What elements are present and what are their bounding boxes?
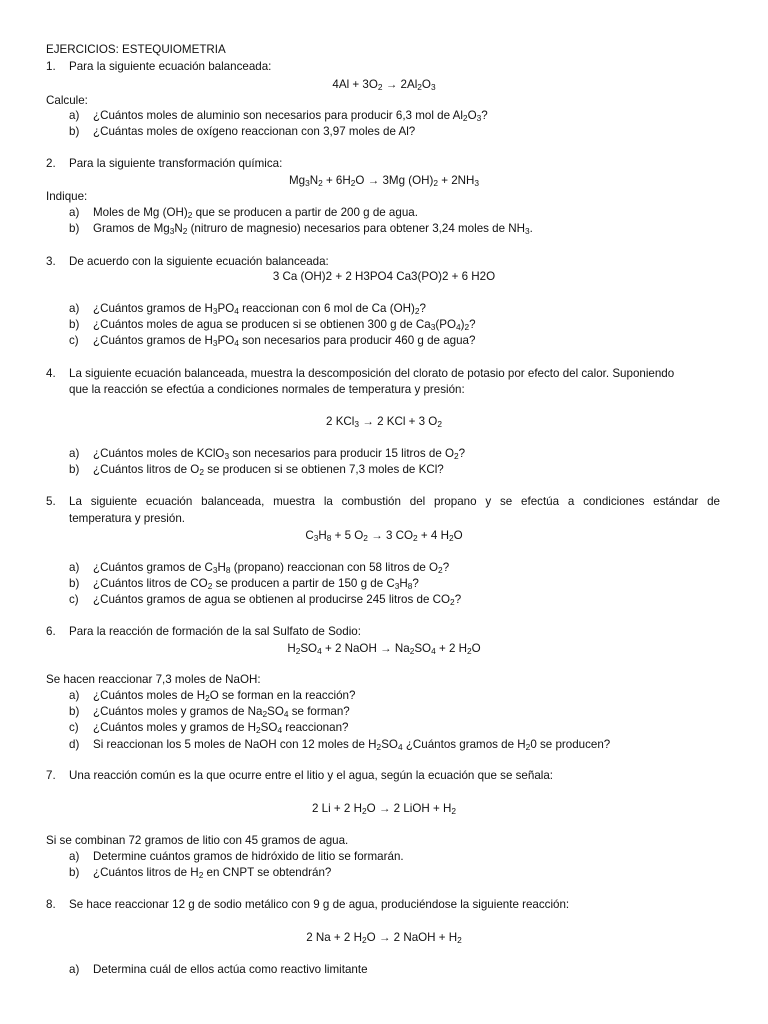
exercise-1-intro: Calcule: (46, 94, 88, 107)
exercise-7b-label: b) (69, 866, 80, 879)
exercise-6-equation: $H_2SO_4 + 2$ NaOH → $Na_2SO_4 + 2$ $H_2O$ (287, 642, 481, 657)
exercise-5c-question: ¿Cuántos gramos de agua se obtienen al producirse 245 litros de $CO_2$? (93, 593, 462, 608)
exercise-1-statement: Para la siguiente ecuación balanceada: (69, 60, 272, 73)
exercise-8a-question: Determina cuál de ellos actúa como reactivo limitante (93, 963, 368, 976)
exercise-7-statement: Una reacción común es la que ocurre entre el litio y el agua, según la ecuación que se señala: (69, 769, 554, 782)
exercise-5c-label: c) (69, 593, 79, 606)
exercise-6d-question: Si reaccionan los 5 moles de NaOH con 12 moles de $H_2SO_4$ ¿Cuántos gramos de $H_20$ se producen? (93, 738, 611, 753)
exercise-5-statement-line-1: La siguiente ecuación balanceada, muestra la combustión del propano y se efectúa a condiciones estándar de (69, 495, 720, 508)
exercise-3c-label: c) (69, 334, 79, 347)
exercise-6d-label: d) (69, 738, 80, 751)
exercise-6-intro: Se hacen reaccionar 7,3 moles de NaOH: (46, 673, 261, 686)
exercise-2a-label: a) (69, 206, 80, 219)
exercise-8-statement: Se hace reaccionar 12 g de sodio metálico con 9 g de agua, produciéndose la siguiente reacción: (69, 898, 570, 911)
exercise-4-statement-line-1: La siguiente ecuación balanceada, muestra la descomposición del clorato de potasio por efecto del calor. Suponiendo (69, 367, 675, 380)
exercise-3c-question: ¿Cuántos gramos de $H_3PO_4$ son necesarios para producir 460 g de agua? (93, 334, 476, 349)
exercise-4a-question: ¿Cuántos moles de KClO$_3$ son necesarios para producir 15 litros de $O_2$? (93, 447, 466, 462)
exercise-7-number: 7. (46, 769, 56, 782)
exercise-6c-label: c) (69, 721, 79, 734)
exercise-3-equation: 3 Ca (OH)2 + 2 H3PO4 Ca3(PO)2 + 6 H2O (272, 270, 496, 283)
exercise-3a-question: ¿Cuántos gramos de $H_3PO_4$ reaccionan con 6 mol de Ca $(OH)_2$? (93, 302, 426, 317)
exercise-5a-label: a) (69, 561, 80, 574)
exercise-7a-question: Determine cuántos gramos de hidróxido de litio se formarán. (93, 850, 404, 863)
exercise-1a-label: a) (69, 109, 80, 122)
exercise-4-number: 4. (46, 367, 56, 380)
exercise-3-number: 3. (46, 255, 56, 268)
exercise-6c-question: ¿Cuántos moles y gramos de $H_2SO_4$ reaccionan? (93, 721, 349, 736)
exercise-3-statement: De acuerdo con la siguiente ecuación balanceada: (69, 255, 329, 268)
exercise-3a-label: a) (69, 302, 80, 315)
exercise-6a-label: a) (69, 689, 80, 702)
exercise-3b-question: ¿Cuántos moles de agua se producen si se obtienen 300 g de $Ca_3(PO_4)_2$? (93, 318, 476, 333)
exercise-3b-label: b) (69, 318, 80, 331)
exercise-5b-label: b) (69, 577, 80, 590)
exercise-4b-question: ¿Cuántos litros de $O_2$ se producen si se obtienen 7,3 moles de KCl? (93, 463, 444, 478)
exercise-1b-label: b) (69, 125, 80, 138)
exercise-2-number: 2. (46, 157, 56, 170)
exercise-6-number: 6. (46, 625, 56, 638)
exercise-6-statement: Para la reacción de formación de la sal Sulfato de Sodio: (69, 625, 361, 638)
exercise-7b-question: ¿Cuántos litros de $H_2$ en CNPT se obtendrán? (93, 866, 332, 881)
exercise-6b-label: b) (69, 705, 80, 718)
exercise-1a-question: ¿Cuántos moles de aluminio son necesarios para producir 6,3 mol de $Al_2O_3$? (93, 109, 488, 124)
page-title: EJERCICIOS: ESTEQUIOMETRIA (46, 43, 226, 56)
exercise-4-equation: 2 KCl$_3$ → 2 KCl + 3 $O_2$ (326, 415, 442, 430)
exercise-2-statement: Para la siguiente transformación química: (69, 157, 283, 170)
exercise-5-number: 5. (46, 495, 56, 508)
exercise-2a-question: Moles de Mg $(OH)_2$ que se producen a partir de 200 g de agua. (93, 206, 418, 221)
exercise-4b-label: b) (69, 463, 80, 476)
exercise-8-equation: 2 Na + 2 $H_2O \to 2$ NaOH + $H_2$ (306, 931, 462, 946)
exercise-5b-question: ¿Cuántos litros de $CO_2$ se producen a partir de 150 g de $C_3H_8$? (93, 577, 419, 592)
exercise-6b-question: ¿Cuántos moles y gramos de $Na_2SO_4$ se forman? (93, 705, 350, 720)
exercise-7-intro: Si se combinan 72 gramos de litio con 45 gramos de agua. (46, 834, 349, 847)
exercise-4a-label: a) (69, 447, 80, 460)
exercise-8-number: 8. (46, 898, 56, 911)
exercise-5a-question: ¿Cuántos gramos de $C_3H_8$ (propano) reaccionan con 58 litros de $O_2$? (93, 561, 450, 576)
exercise-2-intro: Indique: (46, 190, 88, 203)
exercise-2b-question: Gramos de $Mg_3N_2$ (nitruro de magnesio) necesarios para obtener 3,24 moles de $NH_3$. (93, 222, 533, 237)
exercise-4-statement-line-2: que la reacción se efectúa a condiciones normales de temperatura y presión: (69, 383, 465, 396)
exercise-5-equation: $C_3H_8 + 5$ $O_2 \to 3$ $CO_2 + 4$ $H_2O$ (305, 529, 463, 544)
exercise-5-statement-line-2: temperatura y presión. (69, 512, 185, 525)
exercise-6a-question: ¿Cuántos moles de $H_2O$ se forman en la reacción? (93, 689, 356, 704)
exercise-2b-label: b) (69, 222, 80, 235)
exercise-2-equation: $Mg_3N_2 + 6H_2O \to 3Mg$ $(OH)_2 + 2NH_3$ (288, 174, 480, 189)
exercise-1-equation: $4Al + 3O_2 \to 2Al_2O_3$ (332, 78, 436, 93)
exercise-1-number: 1. (46, 60, 56, 73)
exercise-1b-question: ¿Cuántas moles de oxígeno reaccionan con 3,97 moles de Al? (93, 125, 416, 138)
exercise-7a-label: a) (69, 850, 80, 863)
exercise-7-equation: 2 Li + 2 $H_2O \to 2$ LiOH + $H_2$ (312, 802, 456, 817)
exercise-8a-label: a) (69, 963, 80, 976)
